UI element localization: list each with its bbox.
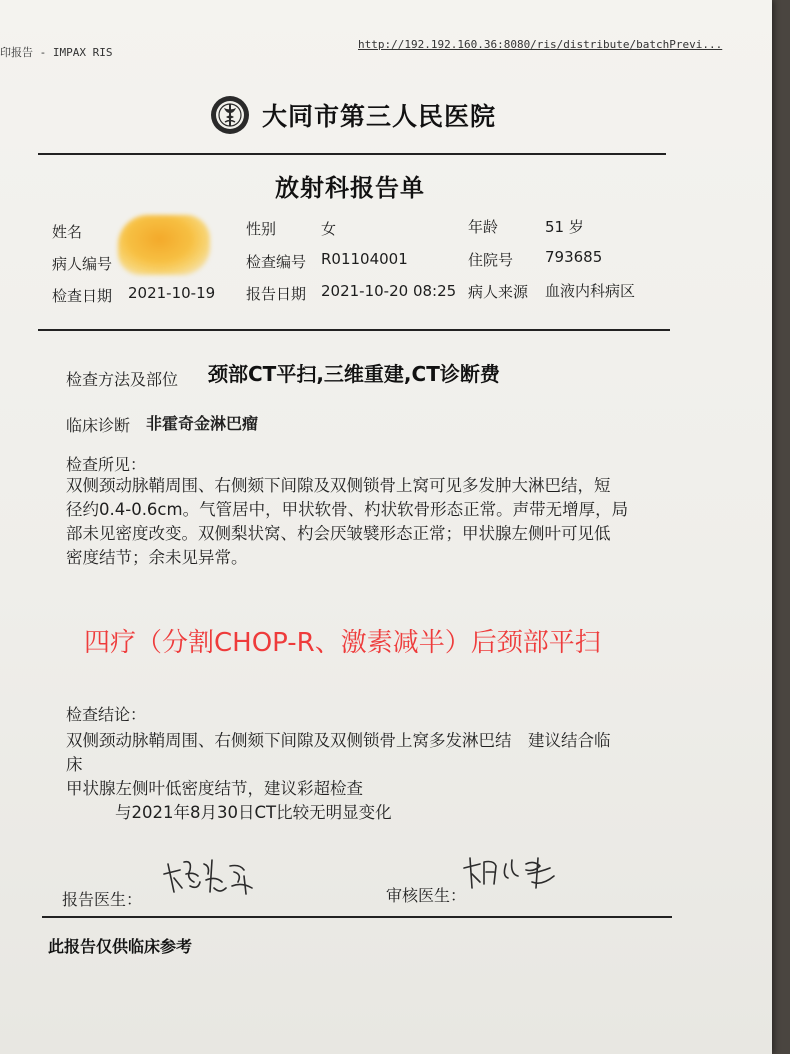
reporting-doctor-signature — [160, 852, 260, 898]
patient-source-label: 病人来源 — [468, 283, 529, 301]
patient-source-value: 血液内科病区 — [545, 282, 636, 300]
exam-number-label: 检查编号 — [246, 253, 307, 271]
findings-text — [66, 474, 678, 570]
clinical-diagnosis-label: 临床诊断 — [66, 416, 131, 435]
conclusion-line: 与2021年8月30日CT比较无明显变化 — [115, 803, 392, 822]
info-divider — [38, 329, 670, 331]
footer-divider — [42, 916, 672, 918]
reporting-doctor-label: 报告医生： — [62, 890, 143, 909]
red-annotation: 四疗（分割CHOP-R、激素减半）后颈部平扫 — [84, 628, 601, 658]
print-page-title: 印报告 - IMPAX RIS — [0, 46, 113, 59]
clinical-diagnosis-value: 非霍奇金淋巴瘤 — [146, 414, 259, 433]
findings-label: 检查所见： — [66, 455, 147, 474]
report-date-label: 报告日期 — [246, 285, 307, 303]
conclusion-text — [66, 729, 678, 825]
redacted-name-blur — [118, 215, 210, 275]
findings-line: 密度结节；余未见异常。 — [66, 548, 248, 567]
conclusion-line: 床 — [66, 755, 83, 774]
sex-value: 女 — [321, 220, 337, 238]
patient-id-label: 病人编号 — [52, 255, 113, 273]
reviewing-doctor-label: 审核医生： — [386, 886, 467, 905]
hospital-name: 大同市第三人民医院 — [262, 102, 497, 131]
findings-line: 部未见密度改变。双侧梨状窝、杓会厌皱襞形态正常；甲状腺左侧叶可见低 — [66, 524, 611, 543]
conclusion-line: 双侧颈动脉鞘周围、右侧颏下间隙及双侧锁骨上窝多发淋巴结 建议结合临 — [66, 731, 611, 750]
admission-number-value: 793685 — [545, 248, 603, 266]
reviewing-doctor-signature — [462, 848, 562, 894]
print-page-url: http://192.192.160.36:8080/ris/distribute/batchPrevi... — [358, 38, 723, 51]
exam-method-value: 颈部CT平扫,三维重建,CT诊断费 — [208, 362, 500, 386]
report-title: 放射科报告单 — [275, 174, 425, 202]
exam-method-label: 检查方法及部位 — [66, 370, 179, 389]
hospital-logo-icon — [210, 95, 250, 135]
findings-line: 双侧颈动脉鞘周围、右侧颏下间隙及双侧锁骨上窝可见多发肿大淋巴结，短 — [66, 476, 611, 495]
report-disclaimer: 此报告仅供临床参考 — [48, 937, 193, 956]
header-divider — [38, 153, 666, 155]
admission-number-label: 住院号 — [468, 251, 514, 269]
exam-date-value: 2021-10-19 — [128, 284, 216, 302]
conclusion-label: 检查结论： — [66, 705, 147, 724]
exam-date-label: 检查日期 — [52, 287, 113, 305]
age-label: 年龄 — [468, 218, 499, 236]
findings-line: 径约0.4-0.6cm。气管居中，甲状软骨、杓状软骨形态正常。声带无增厚，局 — [66, 500, 629, 519]
conclusion-line: 甲状腺左侧叶低密度结节，建议彩超检查 — [66, 779, 363, 798]
sex-label: 性别 — [246, 220, 277, 238]
age-value: 51 岁 — [545, 218, 584, 236]
exam-number-value: R01104001 — [321, 250, 408, 268]
report-date-value: 2021-10-20 08:25 — [321, 282, 457, 300]
patient-name-label: 姓名 — [52, 223, 83, 241]
